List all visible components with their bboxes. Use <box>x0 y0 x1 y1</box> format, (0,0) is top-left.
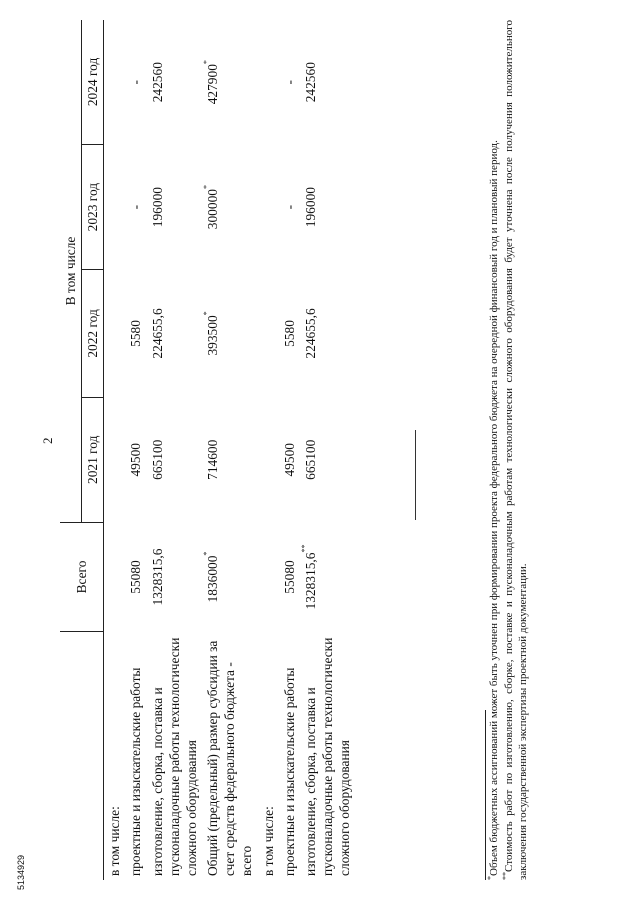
cell-v2022 <box>279 270 300 397</box>
row-label-text: Общий (предельный) размер субсидии за счет средств федерального бюджета - всего <box>205 640 255 876</box>
row-label <box>125 632 146 881</box>
cell-total <box>258 523 279 632</box>
cell-value: 5580 <box>281 320 297 347</box>
cell-v2021 <box>104 397 126 522</box>
cell-value: 242560 <box>149 62 165 103</box>
footnote-rule <box>485 710 486 880</box>
cell-v2021 <box>147 397 202 522</box>
row-label <box>279 632 300 881</box>
cell-v2021 <box>258 397 279 522</box>
cell-total <box>279 523 300 632</box>
cell-v2024 <box>125 20 146 144</box>
cell-v2023 <box>202 144 257 269</box>
header-year-2021: 2021 год <box>82 397 104 522</box>
separator-line <box>415 430 416 520</box>
cell-value: - <box>128 79 144 85</box>
cell-v2024 <box>104 20 126 144</box>
cell-total <box>125 523 146 632</box>
header-including: В том числе <box>60 20 82 523</box>
cell-v2022 <box>300 270 355 397</box>
row-label-text: проектные и изыскательские работы <box>128 667 144 876</box>
table-row <box>300 20 355 880</box>
row-label-text: в том числе: <box>260 806 276 876</box>
cell-value: 714600 <box>205 439 221 480</box>
cell-v2022 <box>125 270 146 397</box>
cell-value: 1328315,6 <box>149 548 165 606</box>
header-year-2022: 2022 год <box>82 270 104 397</box>
cell-value: 49500 <box>281 443 297 477</box>
row-label <box>147 632 202 881</box>
cell-value: - <box>281 79 297 85</box>
footnote-mark: * <box>202 185 212 190</box>
row-label-text: проектные и изыскательские работы <box>281 667 297 876</box>
cell-value: 1328315,6 <box>302 552 318 610</box>
row-label <box>258 632 279 881</box>
budget-table <box>60 20 355 880</box>
header-total: Всего <box>60 523 104 632</box>
cell-value: 49500 <box>128 443 144 477</box>
cell-value: - <box>128 204 144 210</box>
cell-total <box>300 523 355 632</box>
cell-v2023 <box>147 144 202 269</box>
cell-value: 196000 <box>149 187 165 228</box>
footnote-2-mark: ** <box>500 872 510 880</box>
header-year-2024: 2024 год <box>82 20 104 144</box>
cell-value: 196000 <box>302 187 318 228</box>
cell-value: 5580 <box>128 320 144 347</box>
footnote-2-text: Стоимость работ по изготовлению, сборке, поставке и пусконаладочным работам технологически сложного оборудования будет уточнена после получения положительного заключения государственной экспертизы проектной документации. <box>502 20 529 880</box>
footnote-1-mark: * <box>486 876 495 880</box>
cell-v2024 <box>279 20 300 144</box>
cell-v2023 <box>125 144 146 269</box>
cell-total <box>202 523 257 632</box>
row-label-text: в том числе: <box>107 806 123 876</box>
cell-value: 1836000 <box>205 555 221 603</box>
header-year-2023: 2023 год <box>82 144 104 269</box>
footnotes <box>485 20 531 880</box>
table-row <box>258 20 279 880</box>
cell-value: 55080 <box>128 560 144 594</box>
table-row <box>125 20 146 880</box>
cell-v2023 <box>300 144 355 269</box>
cell-v2024 <box>147 20 202 144</box>
table-body <box>104 20 356 880</box>
cell-v2023 <box>258 144 279 269</box>
row-label <box>104 632 126 881</box>
header-blank-cell <box>60 632 104 881</box>
cell-v2021 <box>202 397 257 522</box>
footnote-2 <box>500 20 531 880</box>
cell-total <box>147 523 202 632</box>
cell-value: 242560 <box>302 62 318 103</box>
page-number: 2 <box>40 437 55 444</box>
cell-value: 224655,6 <box>302 308 318 359</box>
cell-value: 665100 <box>149 439 165 480</box>
table-row <box>202 20 257 880</box>
cell-v2021 <box>279 397 300 522</box>
cell-v2022 <box>258 270 279 397</box>
rotated-page-content <box>60 20 620 880</box>
document-code: 5134929 <box>16 854 26 890</box>
cell-value: 665100 <box>302 439 318 480</box>
cell-v2024 <box>300 20 355 144</box>
cell-total <box>104 523 126 632</box>
table-row <box>279 20 300 880</box>
footnote-mark: * <box>202 311 212 316</box>
table-row <box>147 20 202 880</box>
cell-value: 55080 <box>281 560 297 594</box>
footnote-mark: ** <box>299 544 309 553</box>
cell-v2022 <box>104 270 126 397</box>
cell-v2022 <box>147 270 202 397</box>
cell-value: 224655,6 <box>149 308 165 359</box>
cell-v2023 <box>104 144 126 269</box>
footnote-1 <box>488 20 502 880</box>
cell-value: 427900 <box>205 64 221 105</box>
cell-value: 393500 <box>205 315 221 356</box>
footnote-1-text: Объем бюджетных ассигнований может быть уточнен при формировании проекта федерального бюджета на очередной финансовый год и плановый период. <box>488 140 500 876</box>
cell-v2024 <box>202 20 257 144</box>
table-header-row-1 <box>60 20 82 880</box>
cell-v2023 <box>279 144 300 269</box>
row-label-text: изготовление, сборка, поставка и пусконаладочные работы технологически сложного оборудования <box>149 637 199 876</box>
cell-v2021 <box>300 397 355 522</box>
cell-v2021 <box>125 397 146 522</box>
cell-v2022 <box>202 270 257 397</box>
footnote-mark: * <box>202 60 212 65</box>
row-label-text: изготовление, сборка, поставка и пусконаладочные работы технологически сложного оборудования <box>302 637 353 876</box>
footnote-mark: * <box>202 551 212 556</box>
cell-value: - <box>281 204 297 210</box>
cell-v2024 <box>258 20 279 144</box>
row-label <box>300 632 355 881</box>
cell-value: 300000 <box>205 189 221 230</box>
row-label <box>202 632 257 881</box>
table-row <box>104 20 126 880</box>
